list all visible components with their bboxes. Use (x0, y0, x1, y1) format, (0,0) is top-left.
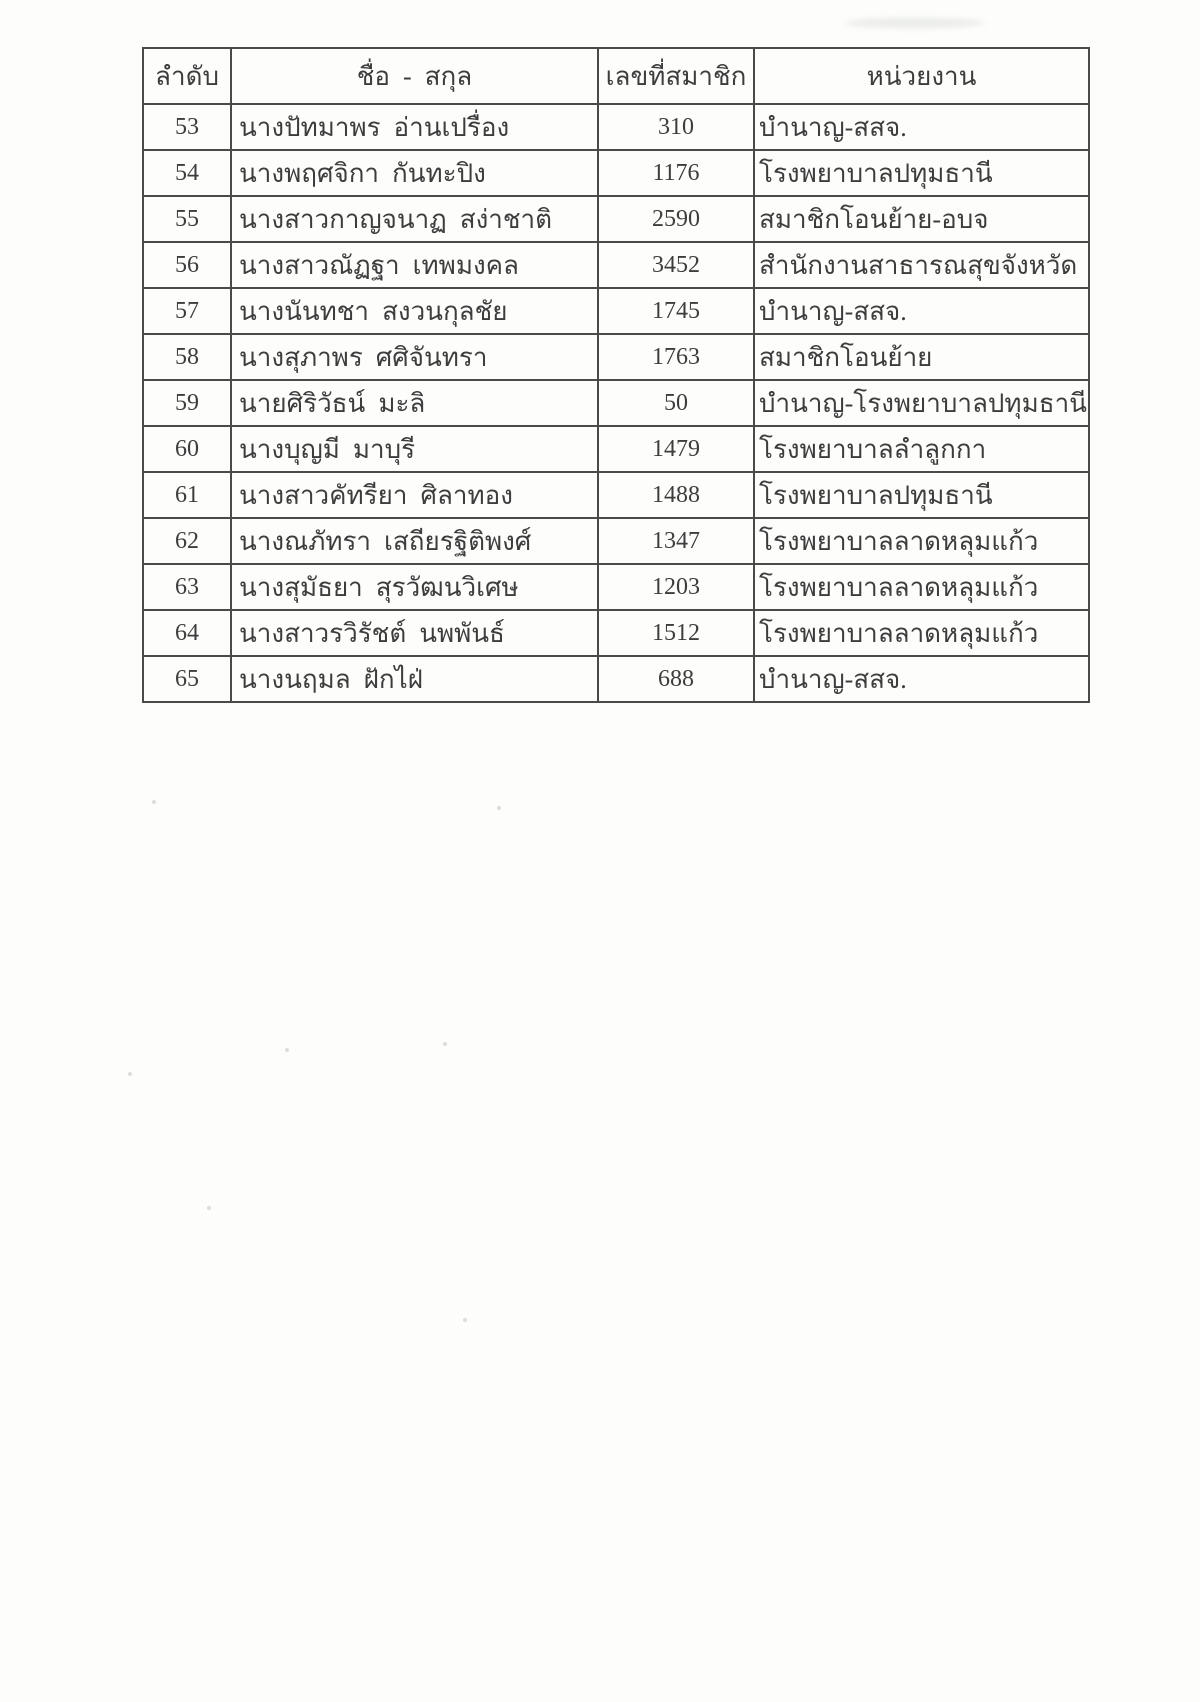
name-cell: นางนันทชา สงวนกุลชัย (231, 288, 598, 334)
member-no-cell: 688 (598, 656, 754, 702)
table-row (143, 242, 1089, 288)
unit-cell: โรงพยาบาลลาดหลุมแก้ว (754, 610, 1089, 656)
unit-cell: โรงพยาบาลปทุมธานี (754, 150, 1089, 196)
unit-cell: โรงพยาบาลปทุมธานี (754, 472, 1089, 518)
member-no-cell: 3452 (598, 242, 754, 288)
name-cell: นางบุญมี มาบุรี (231, 426, 598, 472)
member-no-cell: 1347 (598, 518, 754, 564)
member-no-cell: 1203 (598, 564, 754, 610)
table-row (143, 426, 1089, 472)
header-member-no: เลขที่สมาชิก (598, 48, 754, 104)
name-cell: นายศิริวัธน์ มะลิ (231, 380, 598, 426)
table-header-row (143, 48, 1089, 104)
scan-speck (285, 1048, 289, 1052)
member-no-cell: 1488 (598, 472, 754, 518)
scan-speck (463, 1318, 467, 1322)
order-cell: 59 (143, 380, 231, 426)
unit-cell: สำนักงานสาธารณสุขจังหวัด (754, 242, 1089, 288)
name-cell: นางสาวณัฏฐา เทพมงคล (231, 242, 598, 288)
order-cell: 58 (143, 334, 231, 380)
table-row (143, 334, 1089, 380)
member-no-cell: 1745 (598, 288, 754, 334)
table-row (143, 288, 1089, 334)
scan-speck (152, 800, 156, 804)
unit-cell: โรงพยาบาลลาดหลุมแก้ว (754, 518, 1089, 564)
member-no-cell: 1176 (598, 150, 754, 196)
unit-cell: สมาชิกโอนย้าย-อบจ (754, 196, 1089, 242)
table-row (143, 472, 1089, 518)
order-cell: 63 (143, 564, 231, 610)
order-cell: 61 (143, 472, 231, 518)
table-row (143, 656, 1089, 702)
order-cell: 54 (143, 150, 231, 196)
name-cell: นางปัทมาพร อ่านเปรื่อง (231, 104, 598, 150)
member-no-cell: 1763 (598, 334, 754, 380)
name-cell: นางณภัทรา เสถียรฐิติพงศ์ (231, 518, 598, 564)
order-cell: 62 (143, 518, 231, 564)
name-cell: นางสุมัธยา สุรวัฒนวิเศษ (231, 564, 598, 610)
order-cell: 65 (143, 656, 231, 702)
unit-cell: สมาชิกโอนย้าย (754, 334, 1089, 380)
order-cell: 60 (143, 426, 231, 472)
header-name: ชื่อ - สกุล (231, 48, 598, 104)
name-cell: นางสุภาพร ศศิจันทรา (231, 334, 598, 380)
unit-cell: บำนาญ-โรงพยาบาลปทุมธานี (754, 380, 1089, 426)
scan-speck (443, 1042, 447, 1046)
scan-speck (497, 806, 501, 810)
scan-speck (128, 1072, 132, 1076)
unit-cell: บำนาญ-สสจ. (754, 656, 1089, 702)
member-no-cell: 310 (598, 104, 754, 150)
member-table-body (143, 104, 1089, 702)
unit-cell: โรงพยาบาลลาดหลุมแก้ว (754, 564, 1089, 610)
scan-speck (207, 1206, 211, 1210)
table-row (143, 196, 1089, 242)
scan-artifact (845, 18, 985, 28)
table-row (143, 104, 1089, 150)
order-cell: 64 (143, 610, 231, 656)
header-unit: หน่วยงาน (754, 48, 1089, 104)
member-table (142, 47, 1090, 703)
member-no-cell: 1479 (598, 426, 754, 472)
member-no-cell: 2590 (598, 196, 754, 242)
member-no-cell: 1512 (598, 610, 754, 656)
table-row (143, 380, 1089, 426)
table-row (143, 150, 1089, 196)
name-cell: นางสาวรวิรัชต์ นพพันธ์ (231, 610, 598, 656)
unit-cell: โรงพยาบาลลำลูกกา (754, 426, 1089, 472)
unit-cell: บำนาญ-สสจ. (754, 104, 1089, 150)
name-cell: นางนฤมล ฝักไฝ่ (231, 656, 598, 702)
table-row (143, 564, 1089, 610)
name-cell: นางสาวคัทรียา ศิลาทอง (231, 472, 598, 518)
name-cell: นางพฤศจิกา กันทะปิง (231, 150, 598, 196)
order-cell: 57 (143, 288, 231, 334)
unit-cell: บำนาญ-สสจ. (754, 288, 1089, 334)
header-order: ลำดับ (143, 48, 231, 104)
order-cell: 56 (143, 242, 231, 288)
order-cell: 53 (143, 104, 231, 150)
name-cell: นางสาวกาญจนาฏ สง่าชาติ (231, 196, 598, 242)
table-row (143, 518, 1089, 564)
table-row (143, 610, 1089, 656)
order-cell: 55 (143, 196, 231, 242)
member-no-cell: 50 (598, 380, 754, 426)
